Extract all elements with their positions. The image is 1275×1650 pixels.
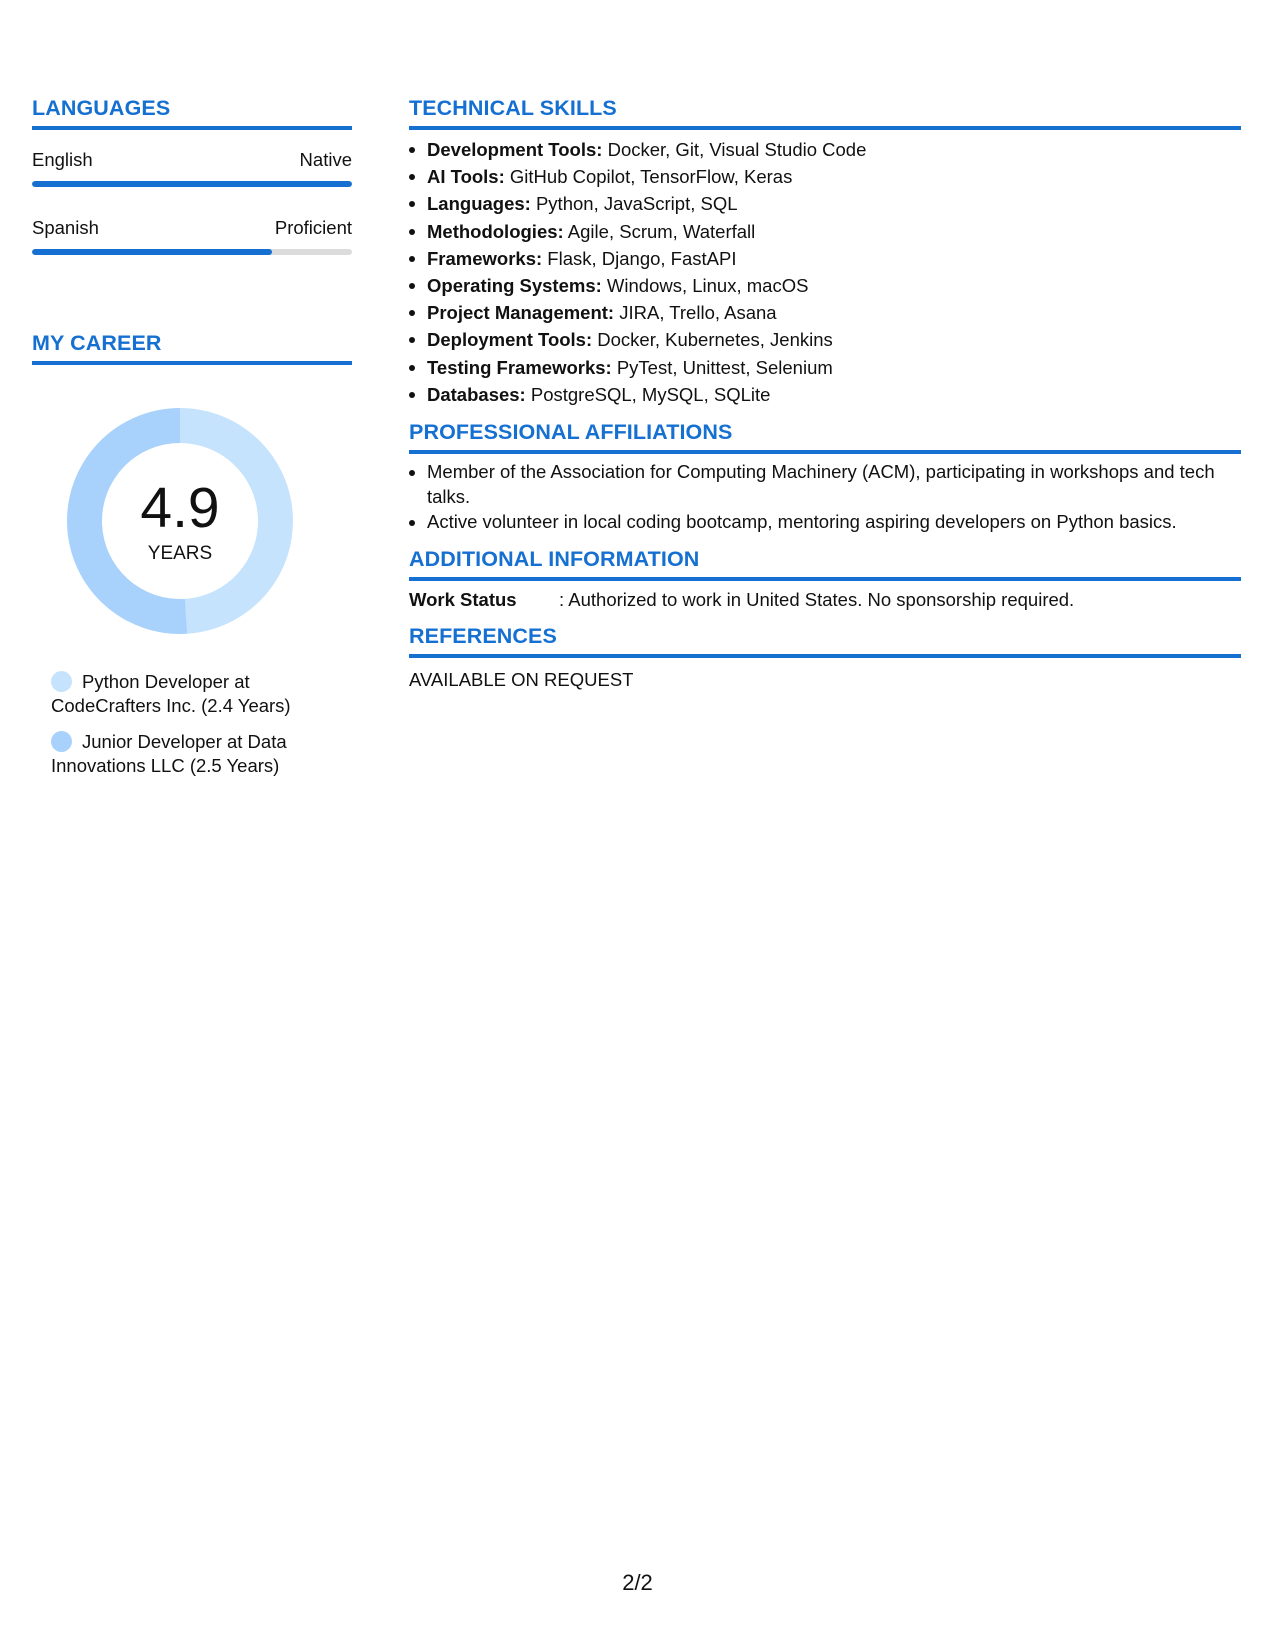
language-level: Proficient	[274, 217, 352, 238]
skill-category: Methodologies:	[427, 220, 564, 242]
legend-item	[51, 670, 311, 718]
list-item	[409, 136, 1241, 163]
skill-values: JIRA, Trello, Asana	[614, 302, 777, 324]
skill-values: Windows, Linux, macOS	[601, 275, 809, 297]
languages-heading: LANGUAGES	[32, 94, 352, 130]
legend-dot-icon	[51, 671, 72, 692]
skill-category: Languages:	[427, 193, 531, 215]
list-item	[409, 245, 1241, 272]
skill-category: Operating Systems:	[427, 275, 602, 297]
skill-category: Testing Frameworks:	[427, 356, 612, 378]
language-level: Native	[299, 149, 352, 170]
legend-dot-icon	[51, 731, 72, 752]
affiliations-list	[409, 460, 1241, 535]
list-item	[409, 190, 1241, 217]
list-item	[409, 381, 1241, 408]
language-bar-fill	[32, 249, 272, 255]
references-heading: REFERENCES	[409, 622, 1241, 658]
skill-values: Docker, Git, Visual Studio Code	[602, 139, 867, 160]
donut-center	[67, 408, 293, 634]
skill-values: GitHub Copilot, TensorFlow, Keras	[504, 166, 793, 188]
list-item	[409, 272, 1241, 299]
skill-category: Databases:	[427, 383, 526, 405]
page-number: 2/2	[622, 1570, 653, 1595]
left-column	[32, 94, 352, 790]
career-legend	[51, 670, 311, 778]
skill-values: Docker, Kubernetes, Jenkins	[592, 329, 833, 351]
career-total-years: 4.9	[140, 476, 220, 540]
career-heading: MY CAREER	[32, 329, 352, 365]
list-item	[409, 163, 1241, 190]
work-status-label: Work Status	[409, 588, 517, 610]
list-item	[409, 326, 1241, 353]
technical-skills-heading: TECHNICAL SKILLS	[409, 94, 1241, 130]
list-item	[409, 299, 1241, 326]
skills-list	[409, 136, 1241, 408]
language-bar-fill	[32, 181, 352, 187]
skill-values: PostgreSQL, MySQL, SQLite	[525, 383, 771, 405]
skill-category: Frameworks:	[427, 247, 543, 269]
skill-values: Python, JavaScript, SQL	[530, 193, 738, 215]
skill-category: Project Management:	[427, 302, 615, 324]
career-donut-chart	[67, 408, 293, 634]
list-item	[409, 354, 1241, 381]
references-text: AVAILABLE ON REQUEST	[409, 668, 634, 690]
language-bar-spanish	[32, 249, 352, 255]
language-row-english	[32, 149, 352, 171]
work-status-row	[409, 588, 1241, 612]
skill-category: AI Tools:	[427, 166, 505, 188]
legend-item	[51, 730, 311, 778]
skill-category: Development Tools:	[427, 139, 603, 160]
list-item: Active volunteer in local coding bootcamp, mentoring aspiring developers on Python basics.	[409, 510, 1241, 535]
language-bar-english	[32, 181, 352, 187]
language-name: English	[32, 149, 93, 170]
skill-values: Flask, Django, FastAPI	[542, 247, 737, 269]
language-row-spanish	[32, 217, 352, 239]
legend-label: Python Developer at CodeCrafters Inc. (2.4 Years)	[51, 671, 291, 716]
list-item: Member of the Association for Computing Machinery (ACM), participating in workshops and tech talks.	[409, 460, 1241, 509]
list-item	[409, 218, 1241, 245]
affiliations-heading: PROFESSIONAL AFFILIATIONS	[409, 418, 1241, 454]
language-name: Spanish	[32, 217, 99, 238]
legend-label: Junior Developer at Data Innovations LLC (2.5 Years)	[51, 731, 287, 776]
skill-values: PyTest, Unittest, Selenium	[611, 356, 833, 378]
skill-category: Deployment Tools:	[427, 329, 593, 351]
work-status-value: : Authorized to work in United States. No sponsorship required.	[559, 588, 1075, 610]
career-total-unit: YEARS	[147, 543, 213, 564]
additional-info-heading: ADDITIONAL INFORMATION	[409, 545, 1241, 581]
right-column	[409, 94, 1241, 692]
skill-values: Agile, Scrum, Waterfall	[563, 220, 756, 242]
